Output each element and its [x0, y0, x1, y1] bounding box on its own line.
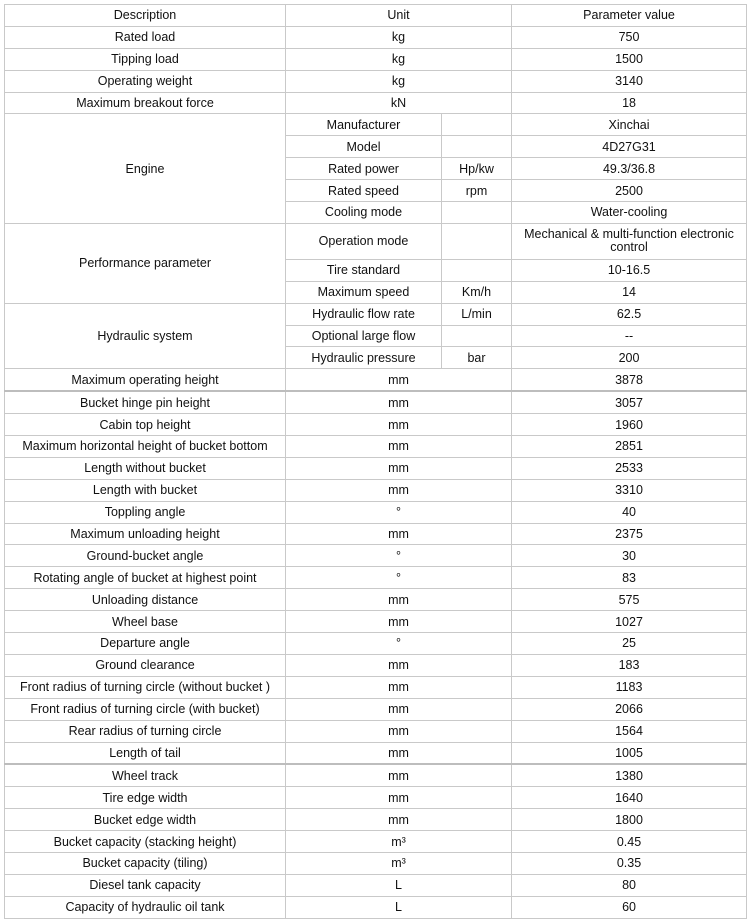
row-unit: ° [286, 633, 512, 655]
table-row [5, 611, 747, 633]
row-value: 3057 [512, 391, 747, 413]
row-unit: ° [286, 567, 512, 589]
table-row [5, 303, 747, 325]
row-value: 80 [512, 874, 747, 896]
row-description: Tipping load [5, 48, 286, 70]
row-unit: kN [286, 92, 512, 114]
row-value: 1183 [512, 676, 747, 698]
row-value: 25 [512, 633, 747, 655]
header-description: Description [5, 5, 286, 27]
row-unit: mm [286, 523, 512, 545]
row-unit: mm [286, 457, 512, 479]
sub-unit: Km/h [442, 281, 512, 303]
sub-name: Maximum speed [286, 281, 442, 303]
row-description: Length with bucket [5, 479, 286, 501]
row-value: 4D27G31 [512, 136, 747, 158]
table-row [5, 414, 747, 436]
sub-unit [442, 325, 512, 347]
table-row [5, 809, 747, 831]
sub-unit: Hp/kw [442, 158, 512, 180]
row-value: 10-16.5 [512, 259, 747, 281]
row-unit: mm [286, 654, 512, 676]
table-row [5, 223, 747, 259]
row-value: 1564 [512, 720, 747, 742]
row-unit: mm [286, 676, 512, 698]
sub-name: Cooling mode [286, 202, 442, 224]
sub-name: Optional large flow [286, 325, 442, 347]
row-description: Front radius of turning circle (without bucket ) [5, 676, 286, 698]
row-value: 0.45 [512, 831, 747, 853]
sub-unit [442, 114, 512, 136]
row-description: Rotating angle of bucket at highest point [5, 567, 286, 589]
sub-unit: rpm [442, 180, 512, 202]
row-value: 14 [512, 281, 747, 303]
row-value: 1380 [512, 764, 747, 786]
sub-name: Hydraulic flow rate [286, 303, 442, 325]
row-value: 3140 [512, 70, 747, 92]
row-unit: mm [286, 414, 512, 436]
row-unit: mm [286, 698, 512, 720]
row-value: -- [512, 325, 747, 347]
row-value: 1800 [512, 809, 747, 831]
row-value: 1500 [512, 48, 747, 70]
row-value: Mechanical & multi-function electronic control [512, 223, 747, 259]
row-value: 18 [512, 92, 747, 114]
row-value: 40 [512, 501, 747, 523]
row-description: Departure angle [5, 633, 286, 655]
row-value: 62.5 [512, 303, 747, 325]
row-unit: L [286, 896, 512, 918]
row-value: 2375 [512, 523, 747, 545]
table-row [5, 720, 747, 742]
row-unit: L [286, 874, 512, 896]
row-value: 1005 [512, 742, 747, 764]
row-unit: mm [286, 589, 512, 611]
table-row [5, 70, 747, 92]
table-row [5, 787, 747, 809]
row-unit: kg [286, 26, 512, 48]
row-unit: ° [286, 545, 512, 567]
sub-unit: bar [442, 347, 512, 369]
row-value: 0.35 [512, 852, 747, 874]
row-unit: ° [286, 501, 512, 523]
row-description: Front radius of turning circle (with bucket) [5, 698, 286, 720]
row-unit: mm [286, 742, 512, 764]
row-value: 1640 [512, 787, 747, 809]
table-row [5, 457, 747, 479]
engine-group-label: Engine [5, 114, 286, 223]
row-unit: mm [286, 809, 512, 831]
row-unit: mm [286, 436, 512, 458]
table-row [5, 114, 747, 136]
row-value: 30 [512, 545, 747, 567]
sub-name: Hydraulic pressure [286, 347, 442, 369]
sub-unit [442, 223, 512, 259]
row-description: Bucket edge width [5, 809, 286, 831]
row-description: Maximum breakout force [5, 92, 286, 114]
row-description: Unloading distance [5, 589, 286, 611]
row-description: Length of tail [5, 742, 286, 764]
table-row [5, 676, 747, 698]
table-row [5, 567, 747, 589]
table-row [5, 501, 747, 523]
row-value: 2851 [512, 436, 747, 458]
row-description: Rated load [5, 26, 286, 48]
row-unit: mm [286, 787, 512, 809]
table-row [5, 633, 747, 655]
row-value: 1960 [512, 414, 747, 436]
table-row [5, 742, 747, 764]
row-value: 60 [512, 896, 747, 918]
row-description: Wheel base [5, 611, 286, 633]
sub-name: Tire standard [286, 259, 442, 281]
table-row [5, 26, 747, 48]
row-description: Wheel track [5, 764, 286, 786]
row-description: Length without bucket [5, 457, 286, 479]
hydraulic-group-label: Hydraulic system [5, 303, 286, 369]
table-row [5, 764, 747, 786]
row-description: Ground-bucket angle [5, 545, 286, 567]
row-unit: m³ [286, 831, 512, 853]
sub-unit: L/min [442, 303, 512, 325]
table-row [5, 523, 747, 545]
table-row [5, 479, 747, 501]
sub-name: Rated power [286, 158, 442, 180]
row-value: 3310 [512, 479, 747, 501]
row-unit: kg [286, 48, 512, 70]
row-value: Water-cooling [512, 202, 747, 224]
table-row [5, 654, 747, 676]
row-unit: kg [286, 70, 512, 92]
row-description: Toppling angle [5, 501, 286, 523]
header-value: Parameter value [512, 5, 747, 27]
row-description: Tire edge width [5, 787, 286, 809]
table-row [5, 391, 747, 413]
row-description: Maximum horizontal height of bucket bottom [5, 436, 286, 458]
table-row [5, 545, 747, 567]
row-description: Bucket capacity (stacking height) [5, 831, 286, 853]
sub-unit [442, 136, 512, 158]
table-row [5, 852, 747, 874]
row-unit: mm [286, 391, 512, 413]
table-row [5, 436, 747, 458]
sub-name: Operation mode [286, 223, 442, 259]
row-description: Bucket capacity (tiling) [5, 852, 286, 874]
row-value: 3878 [512, 369, 747, 391]
row-value: Xinchai [512, 114, 747, 136]
sub-name: Model [286, 136, 442, 158]
table-row [5, 48, 747, 70]
row-unit: mm [286, 369, 512, 391]
row-value: 2500 [512, 180, 747, 202]
row-description: Capacity of hydraulic oil tank [5, 896, 286, 918]
row-unit: mm [286, 764, 512, 786]
spec-table [4, 4, 747, 919]
row-unit: mm [286, 611, 512, 633]
table-row [5, 589, 747, 611]
row-unit: mm [286, 479, 512, 501]
sub-unit [442, 202, 512, 224]
row-value: 575 [512, 589, 747, 611]
row-value: 200 [512, 347, 747, 369]
row-description: Operating weight [5, 70, 286, 92]
performance-group-label: Performance parameter [5, 223, 286, 303]
table-row [5, 92, 747, 114]
header-unit: Unit [286, 5, 512, 27]
table-row [5, 896, 747, 918]
table-row [5, 874, 747, 896]
row-description: Rear radius of turning circle [5, 720, 286, 742]
row-value: 49.3/36.8 [512, 158, 747, 180]
row-value: 2066 [512, 698, 747, 720]
row-unit: m³ [286, 852, 512, 874]
row-unit: mm [286, 720, 512, 742]
row-description: Diesel tank capacity [5, 874, 286, 896]
row-description: Cabin top height [5, 414, 286, 436]
header-row [5, 5, 747, 27]
row-description: Maximum operating height [5, 369, 286, 391]
row-description: Maximum unloading height [5, 523, 286, 545]
sub-unit [442, 259, 512, 281]
row-description: Bucket hinge pin height [5, 391, 286, 413]
row-value: 1027 [512, 611, 747, 633]
sub-name: Manufacturer [286, 114, 442, 136]
row-value: 2533 [512, 457, 747, 479]
table-row [5, 831, 747, 853]
table-row [5, 369, 747, 391]
sub-name: Rated speed [286, 180, 442, 202]
row-value: 83 [512, 567, 747, 589]
row-value: 750 [512, 26, 747, 48]
table-row [5, 698, 747, 720]
row-value: 183 [512, 654, 747, 676]
row-description: Ground clearance [5, 654, 286, 676]
